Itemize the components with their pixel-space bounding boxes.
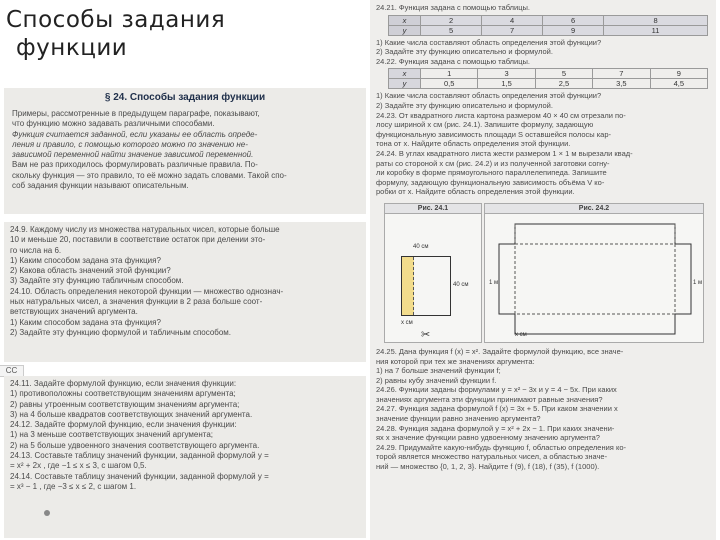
exercise-line: 2) Задайте эту функцию описательно и формулой.	[376, 47, 553, 57]
exercise-line: 2) равны утроенным соответствующим значениям аргумента;	[10, 399, 240, 409]
exercise-line: ний — множество {0, 1, 2, 3}. Найдите f (9), f (18), f (35), f (1000).	[376, 462, 600, 472]
exercise-line: 1) Какие числа составляют область определения этой функции?	[376, 91, 602, 101]
exercise-line: 24.25. Дана функция f (x) = x². Задайте формулой функцию, все значе-	[376, 346, 624, 356]
exercise-line: 2) на 5 больше удвоенного значения соответствующего аргумента.	[10, 440, 260, 450]
table-cell: 1,5	[478, 79, 535, 89]
figures	[384, 203, 704, 343]
function-table-2	[388, 68, 708, 89]
exercise-line: 24.12. Задайте формулой функцию, если значения функции:	[10, 420, 237, 430]
exercise-line: 24.26. Функции заданы формулами y = x² − 3x и y = 4 − 5x. При каких	[376, 385, 617, 395]
exercise-line: 24.10. Область определения некоторой функции — множество однознач-	[10, 286, 284, 296]
exercise-line: 1) противоположны соответствующим значениям аргумента;	[10, 389, 236, 399]
table-cell: 0,5	[421, 79, 478, 89]
exercise-line: 1) Каким способом задана эта функция?	[10, 255, 161, 265]
exercise-line: торой является множество натуральных чисел, а областью значе-	[376, 452, 608, 462]
bullet-dot	[44, 510, 50, 516]
dimension-label: 40 см	[413, 243, 429, 250]
exercise-line: 24.23. От квадратного листа картона размером 40 × 40 см отрезали по-	[376, 110, 626, 120]
scissors-icon: ✂	[421, 328, 431, 341]
exercise-line: 2) Задайте эту функцию формулой и табличным способом.	[10, 327, 232, 337]
table-cell: 2	[421, 15, 482, 25]
table-cell: 6	[543, 15, 604, 25]
exercise-line: 1) на 7 больше значений функции f;	[376, 366, 501, 376]
exercise-line: 24.11. Задайте формулой функцию, если значения функции:	[10, 379, 237, 388]
textbook-section-panel	[4, 88, 366, 214]
table-y-label: y	[389, 79, 421, 89]
table-cell: 5	[535, 69, 592, 79]
exercise-line: 24.28. Функция задана формулой y = x² + 2x − 1. При каких значени-	[376, 423, 615, 433]
exercise-line: раты со стороной x см (рис. 24.2) и из полученной заготовки согну-	[376, 158, 610, 168]
cardboard-square	[401, 256, 451, 316]
function-table-1	[388, 15, 708, 36]
exercise-line: го числа на 6.	[10, 245, 62, 255]
dimension-label: x см	[515, 331, 527, 338]
exercise-header: 24.22. Функция задана с помощью таблицы.	[376, 56, 530, 66]
exercise-line: тона от x. Найдите область определения этой функции.	[376, 139, 571, 149]
exercise-line: 1) Каким способом задана эта функция?	[10, 317, 161, 327]
dimension-label: x см	[401, 319, 413, 326]
text-line: зависимой переменной найти значение зависимой переменной.	[12, 150, 254, 160]
table-cell: 2,5	[535, 79, 592, 89]
table-cell: 7	[593, 69, 650, 79]
exercise-line: 2) равны кубу значений функции f.	[376, 375, 497, 385]
exercise-line: формулу, задающую функциональную зависимость объёма V ко-	[376, 177, 605, 187]
table-cell: 1	[421, 69, 478, 79]
text-line: скольку функция — это правило, то её можно задать словами. Такой спо-	[12, 170, 287, 180]
exercise-line: 10 и меньше 20, поставили в соответствие остаток при делении это-	[10, 235, 266, 245]
table-y-label: y	[389, 25, 421, 35]
exercise-line: ных натуральных чисел, а значения функции в 2 раза больше соот-	[10, 297, 263, 307]
exercise-line: 2) Задайте эту функцию описательно и формулой.	[376, 100, 553, 110]
table-cell: 3	[478, 69, 535, 79]
table-x-label: x	[389, 69, 421, 79]
table-cell: 9	[543, 25, 604, 35]
table-cell: 11	[604, 25, 708, 35]
text-line: Функция считается заданной, если указаны ее область опреде-	[12, 129, 258, 139]
table-cell: 3,5	[593, 79, 650, 89]
exercise-line: = x³ − 1 , где −3 ≤ x ≤ 2, с шагом 1.	[10, 481, 137, 491]
exercise-line: ях x значение функции равно удвоенному значению аргумента?	[376, 433, 600, 443]
text-line: Примеры, рассмотренные в предыдущем параграфе, показывают,	[12, 109, 260, 118]
exercise-line: 1) на 3 меньше соответствующих значений аргумента;	[10, 430, 214, 440]
exercise-line: 1) Какие числа составляют область определения этой функции?	[376, 37, 602, 47]
text-line: что функцию можно задавать различными способами.	[12, 119, 215, 129]
exercise-line: ния которой при тех же значениях аргумента:	[376, 356, 535, 366]
table-cell: 5	[421, 25, 482, 35]
table-cell: 7	[482, 25, 543, 35]
dimension-label: 1 м	[693, 279, 703, 286]
text-line: соб задания функции называют описательным.	[12, 181, 189, 191]
figure-caption: Рис. 24.2	[485, 204, 703, 214]
figure-24-1	[384, 203, 482, 343]
exercises-panel-1	[4, 222, 366, 362]
exercise-line: 24.24. В углах квадратного листа жести размером 1 × 1 м вырезали квад-	[376, 148, 633, 158]
section-number: § 24.	[104, 92, 128, 103]
exercise-line: = x² + 2x , где −1 ≤ x ≤ 3, с шагом 0,5.	[10, 461, 147, 471]
figure-24-2	[484, 203, 704, 343]
text-line: Вам не раз приходилось формулировать различные правила. По-	[12, 160, 258, 170]
dimension-label: 1 м	[489, 279, 499, 286]
slide-title-line2: функции	[16, 35, 128, 61]
exercise-line: лосу шириной x см (рис. 24.1). Запишите формулу, задающую	[376, 120, 594, 130]
exercise-line: 24.9. Каждому числу из множества натуральных чисел, которые больше	[10, 225, 280, 234]
exercise-line: 3) на 4 больше квадратов соответствующих значений аргумента.	[10, 409, 253, 419]
exercise-line: 24.27. Функция задана формулой f (x) = 3x + 5. При каком значении x	[376, 404, 618, 414]
exercise-line: ли коробку в форме прямоугольного параллелепипеда. Запишите	[376, 168, 607, 178]
table-cell: 8	[604, 15, 708, 25]
section-title: Способы задания функции	[129, 92, 266, 103]
slide-title-line1: Способы задания	[6, 7, 226, 33]
cut-strip	[402, 257, 414, 315]
box-net-drawing	[495, 220, 695, 338]
exercise-line: значениях аргумента эти функции принимают равные значения?	[376, 394, 603, 404]
table-cell: 9	[650, 69, 707, 79]
section-heading	[12, 92, 358, 103]
exercise-line: 2) Какова область значений этой функции?	[10, 266, 171, 276]
table-cell: 4,5	[650, 79, 707, 89]
figure-caption: Рис. 24.1	[385, 204, 481, 214]
table-cell: 4	[482, 15, 543, 25]
exercise-line: 24.14. Составьте таблицу значений функции, заданной формулой y =	[10, 471, 269, 481]
exercise-line: функциональную зависимость площади S оставшейся полосы кар-	[376, 129, 612, 139]
exercise-header: 24.21. Функция задана с помощью таблицы.	[376, 3, 530, 12]
exercise-line: 24.29. Придумайте какую-нибудь функцию f, областью определения ко-	[376, 442, 626, 452]
table-x-label: x	[389, 15, 421, 25]
exercise-line: 24.13. Составьте таблицу значений функции, заданной формулой y =	[10, 451, 269, 461]
exercises-panel-2	[4, 376, 366, 538]
textbook-right-page	[370, 0, 716, 540]
exercise-line: 3) Задайте эту функцию табличным способом.	[10, 276, 184, 286]
exercise-line: ветствующих значений аргумента.	[10, 307, 138, 317]
exercise-line: значение функции равно значению аргумента?	[376, 414, 541, 424]
side-tab[interactable]: СС	[0, 365, 24, 377]
text-line: ления и правило, с помощью которого можно по значению не-	[12, 139, 248, 149]
dimension-label: 40 см	[453, 281, 469, 288]
exercise-line: робки от x. Найдите область определения этой функции.	[376, 187, 575, 197]
slide-title	[6, 6, 306, 62]
